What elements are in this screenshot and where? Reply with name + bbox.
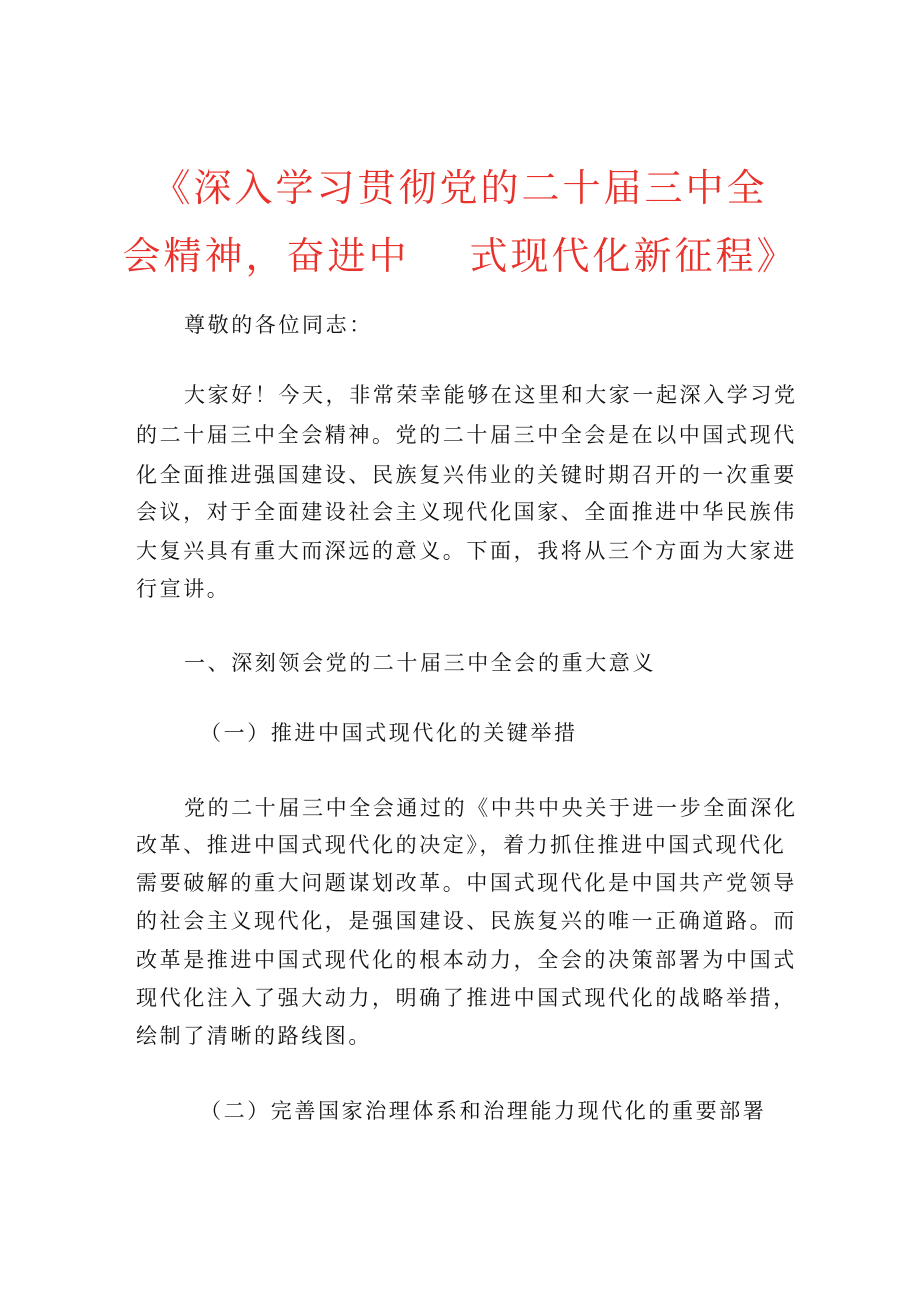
sub1-line-3: 需要破解的重大问题谋划改革。中国式现代化是中国共产党领导 (136, 871, 797, 895)
sub1-line-2: 改革、推进中国式现代化的决定》，着力抓住推进中国式现代化 (136, 833, 787, 857)
title-text-1: 《深入学习贯彻党的二十届三中全 (152, 166, 768, 210)
intro-line-6: 行宣讲。 (136, 577, 231, 601)
sub1-line-4: 的社会主义现代化，是强国建设、民族复兴的唯一正确道路。而 (136, 909, 797, 933)
document-title-line-1 (0, 164, 920, 212)
subsection-2-heading: （二）完善国家治理体系和治理能力现代化的重要部署 (200, 1099, 767, 1123)
intro-line-2: 的二十届三中全会精神。党的二十届三中全会是在以中国式现代 (136, 423, 797, 447)
sub1-line-7: 绘制了清晰的路线图。 (136, 1024, 372, 1048)
intro-line-4: 会议，对于全面建设社会主义现代化国家、全面推进中华民族伟 (136, 500, 797, 524)
title-text-2b: 奋进中 (286, 234, 410, 278)
section-1-heading: 一、深刻领会党的二十届三中全会的重大意义 (184, 651, 656, 675)
title-text-2c: 式现代化新征程》 (469, 234, 798, 278)
intro-line-3: 化全面推进强国建设、民族复兴伟业的关键时期召开的一次重要 (136, 463, 797, 487)
salutation: 尊敬的各位同志： (184, 313, 373, 337)
title-text-2a: 会精神， (122, 234, 287, 278)
intro-line-1: 大家好！今天，非常荣幸能够在这里和大家一起深入学习党 (184, 383, 798, 407)
document-title-line-2 (0, 232, 920, 280)
sub1-line-1: 党的二十届三中全会通过的《中共中央关于进一步全面深化 (184, 796, 798, 820)
intro-line-5: 大复兴具有重大而深远的意义。下面，我将从三个方面为大家进 (136, 539, 797, 563)
sub1-line-5: 改革是推进中国式现代化的根本动力，全会的决策部署为中国式 (136, 948, 797, 972)
sub1-line-6: 现代化注入了强大动力，明确了推进中国式现代化的战略举措， (136, 986, 797, 1010)
subsection-1-heading: （一）推进中国式现代化的关键举措 (200, 721, 578, 745)
